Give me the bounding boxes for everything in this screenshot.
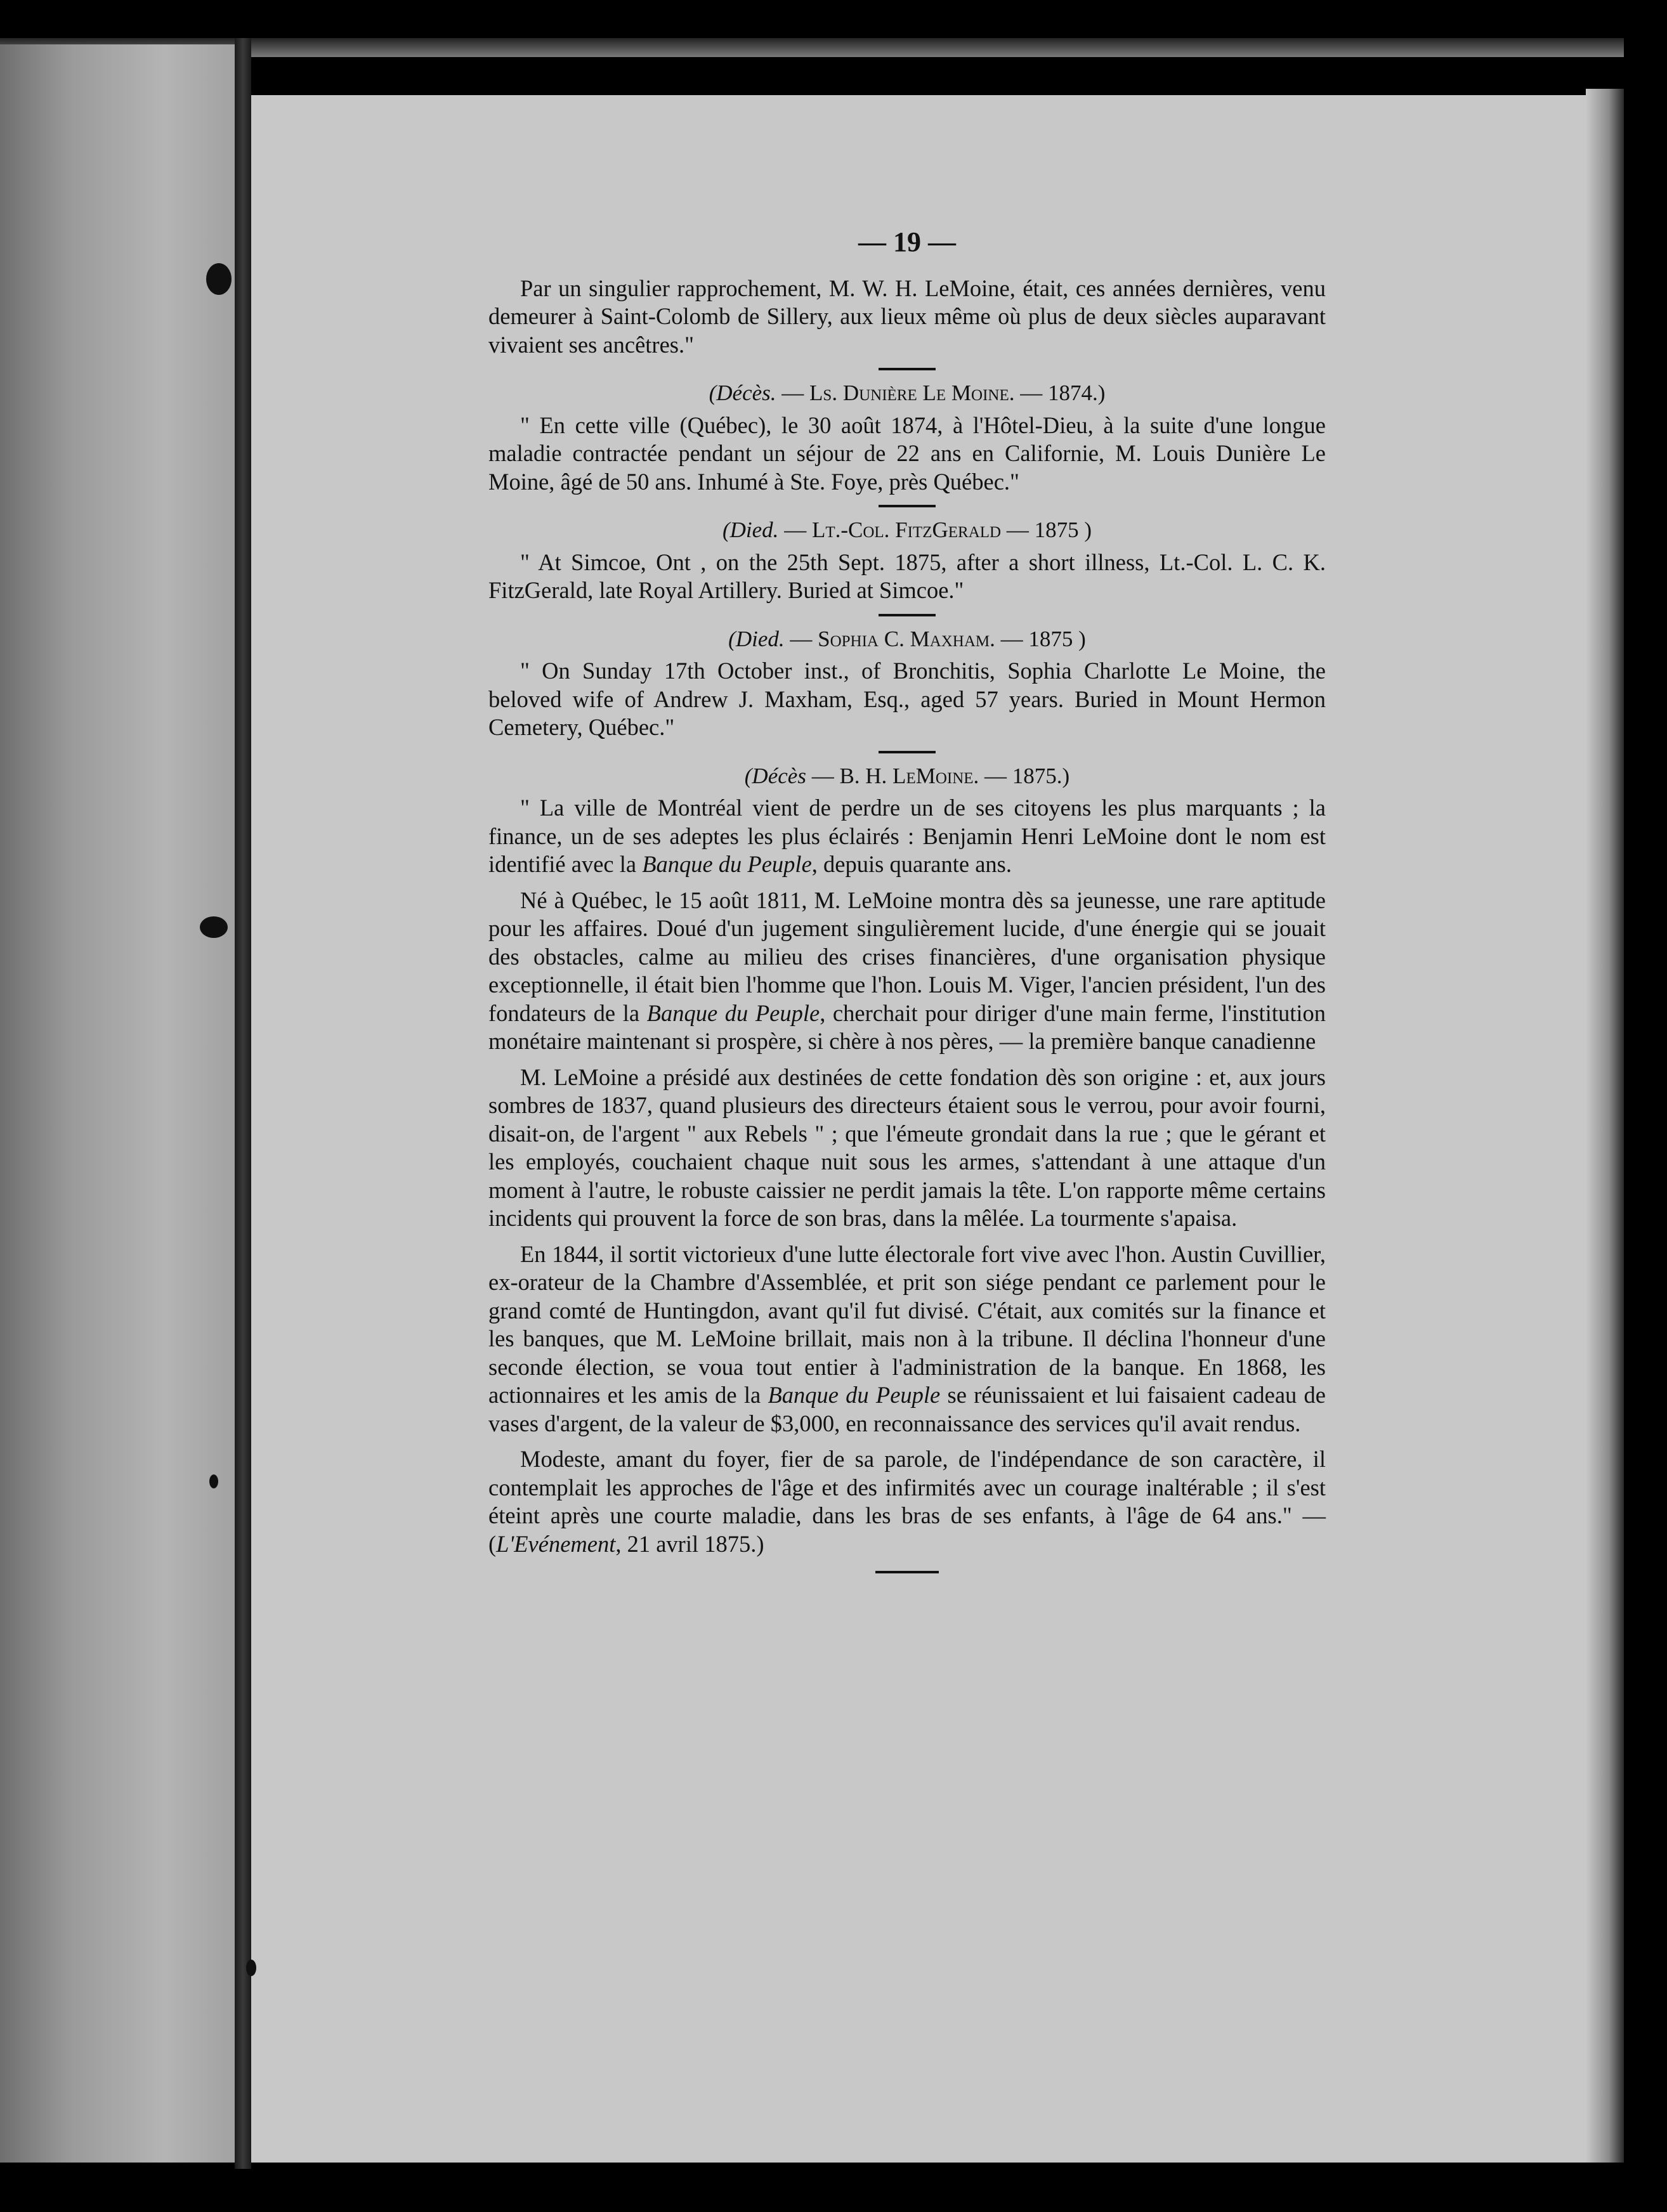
obituary-paragraph: [488, 1240, 1326, 1438]
ink-blot: [206, 263, 232, 295]
page-number: — 19 —: [858, 226, 956, 257]
section-rule: [879, 368, 936, 370]
page-right-edge: [1586, 89, 1624, 2163]
text-run: Né à Québec, le 15 août 1811, M. LeMoine montra dès sa jeunesse, une rare aptitude pour les affaires. Doué d'un jugement singulièrement lucide, d'une énergie qui se jouait des obstacles, calme au milieu des crises financières, d'une organisation physique exceptionnelle, il était bien l'homme que l'hon. Louis M. Viger, l'ancien président, l'un des fondateurs de la: [488, 887, 1326, 1026]
text-run: se réunissaient et lui faisaient cadeau de vases d'argent, de la valeur de $3,000, en reconnaissance des services qu'il avait rendus.: [488, 1382, 1326, 1436]
text-run: , 21 avril 1875.): [615, 1530, 764, 1557]
section-rule: [879, 505, 936, 507]
entry-paragraph: " En cette ville (Québec), le 30 août 1874, à l'Hôtel-Dieu, à la suite d'une longue maladie contractée pendant un séjour de 22 ans en Californie, M. Louis Dunière Le Moine, âgé de 50 ans. Inhumé à Ste. Foye, près Québec.": [488, 412, 1326, 495]
text-run: En 1844, il sortit victorieux d'une lutte électorale fort vive avec l'hon. Austin Cuvillier, ex-orateur de la Chambre d'Assemblée, et prit son siége pendant ce parlement pour le grand comté de Huntingdon, avant qu'il fut divisé. C'était, aux comités sur la finance et les banques, que M. LeMoine brillait, mais non à la tribune. Il déclina l'honneur d'une seconde élection, se voua tout entier à l'administration de la banque. En 1868, les actionnaires et les amis de la: [488, 1240, 1326, 1408]
entry-heading: [488, 516, 1326, 545]
obituary-paragraph: [488, 794, 1326, 879]
obituary-paragraph: [488, 1445, 1326, 1558]
text-run: , cherchait pour diriger d'une main ferme, l'institution monétaire maintenant si prospère, si chère à nos pères, — la première banque canadienne: [488, 999, 1326, 1054]
end-rule: [875, 1571, 939, 1573]
italic-title: Banque du Peuple: [646, 999, 820, 1026]
obituary-paragraph: [488, 887, 1326, 1056]
italic-title: Banque du Peuple: [768, 1382, 941, 1408]
text-run: " La ville de Montréal vient de perdre un de ses citoyens les plus marquants ; la finance, un de ses adeptes les plus éclairés : Benjamin Henri LeMoine dont le nom est identifié avec la: [488, 795, 1326, 877]
ink-blot: [246, 1960, 256, 1976]
text-run: , depuis quarante ans.: [811, 851, 1012, 877]
intro-paragraph: Par un singulier rapprochement, M. W. H. LeMoine, était, ces années dernières, venu demeurer à Saint-Colomb de Sillery, aux lieux même où plus de deux siècles auparavant vivaient ses ancêtres.": [488, 275, 1326, 358]
section-rule: [879, 751, 936, 753]
ink-blot: [209, 1474, 218, 1488]
entry-year: — 1875 ): [1006, 517, 1092, 542]
ink-blot: [200, 916, 228, 938]
entry-name: — Lt.-Col. FitzGerald: [784, 517, 1002, 542]
entry-name: — B. H. LeMoine.: [811, 763, 979, 788]
entry-kind: (Died.: [728, 626, 785, 651]
section-rule: [879, 614, 936, 616]
entry-kind: (Died.: [722, 517, 779, 542]
page-text: [488, 228, 1326, 1582]
italic-title: Banque du Peuple: [642, 851, 812, 877]
entry-year: — 1874.): [1020, 381, 1106, 405]
entry-paragraph: " On Sunday 17th October inst., of Bronchitis, Sophia Charlotte Le Moine, the beloved wife of Andrew J. Maxham, Esq., aged 57 years. Buried in Mount Hermon Cemetery, Québec.": [488, 658, 1326, 740]
entry-name: — Sophia C. Maxham.: [790, 626, 995, 651]
entry-heading: [488, 379, 1326, 408]
text-run: Modeste, amant du foyer, fier de sa parole, de l'indépendance de son caractère, il contemplait les approches de l'âge et des infirmités avec un courage inaltérable ; il s'est éteint après une courte maladie, dans les bras de ses enfants, à l'âge de 64 ans." — (: [488, 1446, 1326, 1557]
entry-year: — 1875.): [984, 763, 1070, 788]
entry-year: — 1875 ): [1000, 626, 1086, 651]
entry-heading: [488, 625, 1326, 654]
italic-source: L'Evénement: [496, 1530, 616, 1557]
entry-paragraph: " At Simcoe, Ont , on the 25th Sept. 1875, after a short illness, Lt.-Col. L. C. K. FitzGerald, late Royal Artillery. Buried at Simcoe.": [488, 549, 1326, 603]
book-gutter: [235, 38, 251, 2169]
obituary-paragraph: M. LeMoine a présidé aux destinées de cette fondation dès son origine : et, aux jours sombres de 1837, quand plusieurs des directeurs étaient sous le verrou, pour avoir fourni, disait-on, de l'argent " aux Rebels " ; que l'émeute grondait dans la rue ; que le gérant et les employés, couchaient chaque nuit sous les armes, s'attendant à une attaque d'un moment à l'autre, le robuste caissier ne perdit jamais la tête. L'on rapporte même certains incidents qui prouvent la force de son bras, dans la mêlée. La tourmente s'apaisa.: [488, 1064, 1326, 1231]
entry-name: — Ls. Dunière Le Moine.: [781, 381, 1015, 405]
left-page-margin: [0, 44, 235, 2163]
entry-kind: (Décès: [744, 763, 806, 788]
entry-kind: (Décès.: [709, 381, 776, 405]
entry-heading: [488, 762, 1326, 791]
